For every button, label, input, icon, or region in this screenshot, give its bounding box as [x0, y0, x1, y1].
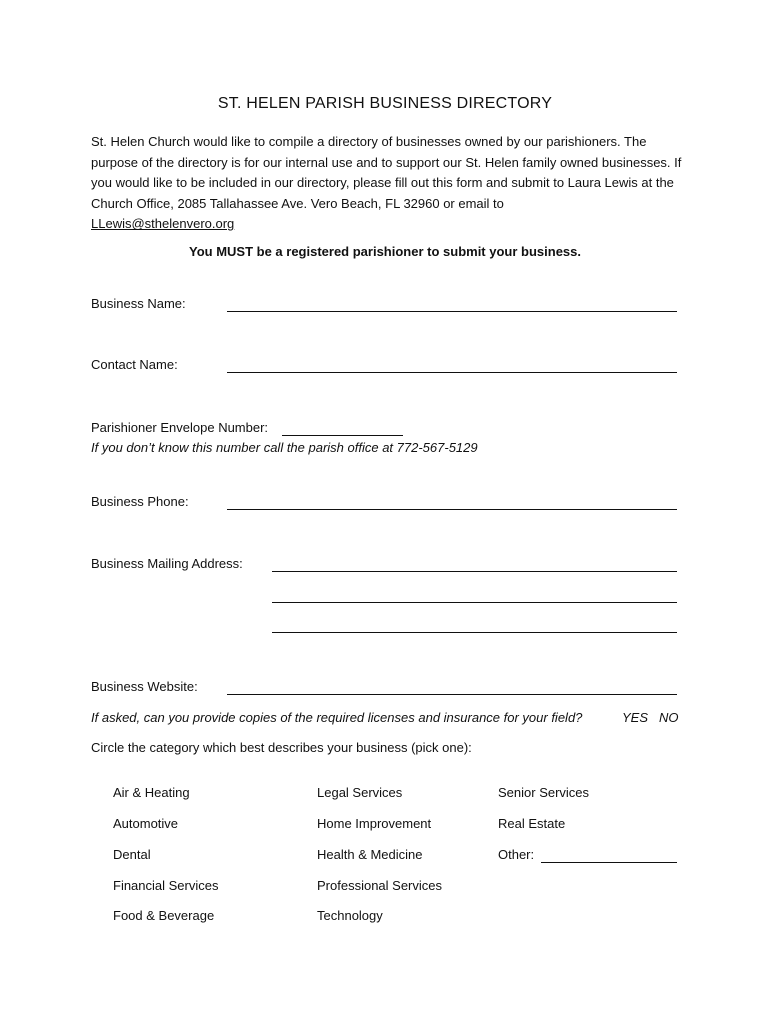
business-name-line[interactable]: [227, 311, 677, 312]
category-financial-services[interactable]: Financial Services: [113, 878, 219, 893]
category-home-improvement[interactable]: Home Improvement: [317, 816, 432, 831]
category-air-heating[interactable]: Air & Heating: [113, 785, 190, 800]
contact-name-line[interactable]: [227, 372, 677, 373]
business-phone-label: Business Phone:: [91, 494, 189, 509]
website-label: Business Website:: [91, 679, 198, 694]
category-other-line[interactable]: [541, 862, 677, 863]
envelope-hint: If you don’t know this number call the parish office at 772-567-5129: [91, 440, 478, 455]
website-line[interactable]: [227, 694, 677, 695]
category-technology[interactable]: Technology: [317, 908, 383, 923]
category-senior-services[interactable]: Senior Services: [498, 785, 590, 800]
intro-paragraph: [91, 132, 691, 235]
category-dental[interactable]: Dental: [113, 847, 151, 862]
category-other-label: Other:: [498, 847, 535, 862]
registration-notice: You MUST be a registered parishioner to submit your business.: [189, 244, 581, 259]
licenses-yes-option[interactable]: YES: [622, 710, 649, 725]
envelope-number-line[interactable]: [282, 435, 403, 436]
category-legal-services[interactable]: Legal Services: [317, 785, 403, 800]
business-name-label: Business Name:: [91, 296, 186, 311]
envelope-number-label: Parishioner Envelope Number:: [91, 420, 269, 435]
mailing-address-line-2[interactable]: [272, 602, 677, 603]
category-food-beverage[interactable]: Food & Beverage: [113, 908, 215, 923]
mailing-address-line-1[interactable]: [272, 571, 677, 572]
category-automotive[interactable]: Automotive: [113, 816, 179, 831]
business-phone-line[interactable]: [227, 509, 677, 510]
category-health-medicine[interactable]: Health & Medicine: [317, 847, 423, 862]
mailing-address-label: Business Mailing Address:: [91, 556, 243, 571]
licenses-no-option[interactable]: NO: [659, 710, 679, 725]
category-real-estate[interactable]: Real Estate: [498, 816, 566, 831]
contact-name-label: Contact Name:: [91, 357, 178, 372]
page-title: ST. HELEN PARISH BUSINESS DIRECTORY: [217, 95, 553, 112]
mailing-address-line-3[interactable]: [272, 632, 677, 633]
category-prompt: Circle the category which best describes your business (pick one):: [91, 740, 472, 755]
intro-text: St. Helen Church would like to compile a directory of businesses owned by our parishioners. The purpose of the directory is for our internal use and to support our St. Helen family owned businesses. If you would like to be included in our directory, please fill out this form and submit to Laura Lewis at the Church Office, 2085 Tallahassee Ave. Vero Beach, FL 32960 or email to: [91, 134, 682, 211]
contact-email-link[interactable]: LLewis@sthelenvero.org: [91, 216, 235, 232]
category-professional-services[interactable]: Professional Services: [317, 878, 442, 893]
licenses-question: If asked, can you provide copies of the required licenses and insurance for your field?: [91, 710, 583, 725]
